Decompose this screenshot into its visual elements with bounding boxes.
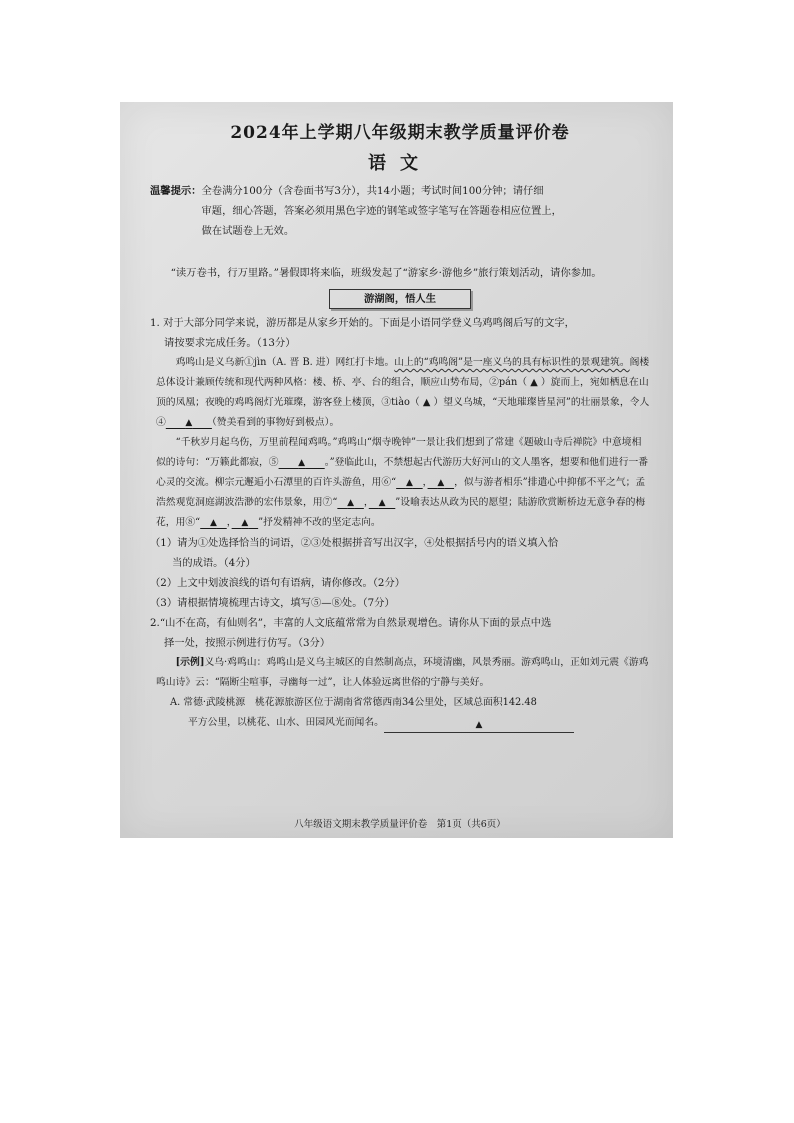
blank-6a-marker: ▲ [405,478,413,488]
sub-1-line-1: （1）请为①处选择恰当的词语，②③处根据拼音写出汉字，④处根据括号内的语义填入恰 [150,537,559,549]
q1-stem-line-1: 1. 对于大部分同学来说，游历都是从家乡开始的。下面是小语同学登义乌鸡鸣阁后写的文字， [150,317,575,329]
blank-8b [232,517,259,528]
passage-2-d: ”设喻表达从政为民的愿望；陆游欣赏断桥边无意争春的梅花，用⑧“ [156,497,646,528]
answer-line [384,718,574,733]
passage-2-c: ，似与游者相乐”排遣心中抑郁不平之气；孟浩然观览洞庭湖波浩渺的宏伟景象，用⑦“ [156,477,646,508]
answer-line-marker: ▲ [475,720,483,730]
tips-line-2: 审题，细心答题，答案必须用黑色字迹的钢笔或签字笔写在答题卷相应位置上， [201,205,562,217]
blank-7b-marker: ▲ [378,498,386,508]
option-a-line-1: A. 常德·武陵桃源 桃花源旅游区位于湖南省常德西南34公里处，区域总面积142.48 [170,697,537,708]
blank-7b [369,497,396,508]
question-2-stem [150,613,650,653]
tips-line-1: 全卷满分100分（含卷面书写3分），共14小题；考试时间100分钟；请仔细 [201,185,544,197]
q2-stem-line-1: 2.“山不在高，有仙则名”，丰富的人文底蕴常常为自然景观增色。请你从下面的景点中选 [150,617,552,629]
q2-example [150,653,650,693]
passage-2-a: “千秋岁月起乌伤，万里前程闻鸡鸣。”鸡鸣山“烟寺晚钟”一景让我们想到了常建《题破山寺后禅院》中意境相似的诗句：“万籁此都寂，⑤ [156,437,642,468]
wavy-underlined-sentence: 山上的“鸡鸣阁”是一座义乌的具有标识性的景观建筑。 [394,357,630,368]
tips-label: 温馨提示： [150,185,202,197]
passage-1-a: 鸡鸣山是义乌新①jìn（A. 晋 B. 进）网红打卡地。 [175,357,395,368]
blank-7a-marker: ▲ [347,498,355,508]
exam-paper [150,112,650,830]
question-1-stem [150,313,650,353]
blank-5 [279,457,325,468]
tips-block [150,181,650,241]
tips-line-3: 做在试题卷上无效。 [201,225,295,237]
passage-2-b: 。”登临此山，不禁想起古代游历大好河山的文人墨客，想要和他们进行一番心灵的交流。柳宗元邂逅小石潭里的百许头游鱼，用⑥“ [156,457,649,488]
page-footer: 八年级语文期末教学质量评价卷 第1页（共6页） [294,819,506,830]
blank-6b-marker: ▲ [437,478,445,488]
q1-subquestion-1 [150,533,650,573]
q2-option-a [150,693,650,733]
tips-text [201,181,561,241]
blank-8a-marker: ▲ [210,518,217,528]
section-heading: 游湖阁，悟人生 [329,289,471,309]
passage-1-b: 阁楼总体设计兼顾传统和现代两种风格：楼、桥、亭、台的组合，顺应山势布局，②pán（ ▲ ）旋而上，宛如栖息在山顶的凤凰；夜晚的鸡鸣阁灯光璀璨，游客登上楼顶，③tiào（ ▲ ）望义乌城，“天地璀璨皆星河”的壮丽景象，令人④ [156,357,650,428]
q1-subquestion-3: （3）请根据情境梳理古诗文，填写⑤—⑧处。（7分） [150,597,395,609]
sub-1-line-2: 当的成语。（4分） [172,557,256,569]
blank-5-marker: ▲ [298,458,306,468]
blank-7a [337,497,364,508]
blank-4-marker: ▲ [185,418,193,428]
blank-4 [166,417,212,428]
q2-stem-line-2: 择一处，按照示例进行仿写。（3分） [164,637,331,649]
option-a-line-2 [170,713,650,733]
example-label: [示例] [175,657,205,668]
photo-of-exam-page [120,102,673,838]
intro-text: “读万卷书，行万里路。”暑假即将来临，班级发起了“游家乡·游他乡”旅行策划活动，请你参加。 [170,267,602,279]
blank-6b [428,477,455,488]
q1-stem-line-2: 请按要求完成任务。（13分） [164,337,296,349]
q1-passage-2: “千秋岁月起乌伤，万里前程闻鸡鸣。”鸡鸣山“烟寺晚钟”一景让我们想到了常建《题破山寺后禅院》中意境相似的诗句：“万籁此都寂，⑤ ▲ 。”登临此山，不禁想起古代游历大好河山的文人墨客，想要和他们进行一番心灵的交流。柳宗元邂逅小石潭里的百许头游鱼，用⑥“ ▲ ， ▲ ，似与游者相乐”排遣心中抑郁不平之气；孟浩然观览洞庭湖波浩渺的宏伟景象，用⑦“ ▲ ， ▲ ”设喻表达从政为民的愿望；陆游欣赏断桥边无意争春的梅花，用⑧“ ▲ ， ▲ ”抒发精神不改的坚定志向。 [156,437,649,528]
blank-6a [396,477,423,488]
exam-title: 2024年上学期八年级期末教学质量评价卷 [230,123,570,143]
option-a-line-2-text: 平方公里，以桃花、山水、田园风光而闻名。 [188,717,384,728]
q1-passage-1 [150,353,650,433]
q1-subquestion-2: （2）上文中划波浪线的语句有语病，请你修改。（2分） [150,577,406,589]
example-text: 义乌·鸡鸣山：鸡鸣山是义乌主城区的自然制高点，环境清幽，风景秀丽。游鸡鸣山，正如刘元震《游鸡鸣山诗》云：“隔断尘喧事，寻幽每一过”，让人体验远离世俗的宁静与美好。 [156,657,649,688]
passage-2-e: ”抒发精神不改的坚定志向。 [258,517,381,528]
blank-8b-marker: ▲ [241,518,249,528]
passage-1-c: （赞美看到的事物好到极点）。 [211,417,340,428]
blank-8a [200,517,227,528]
subject-title: 语文 [368,153,432,174]
